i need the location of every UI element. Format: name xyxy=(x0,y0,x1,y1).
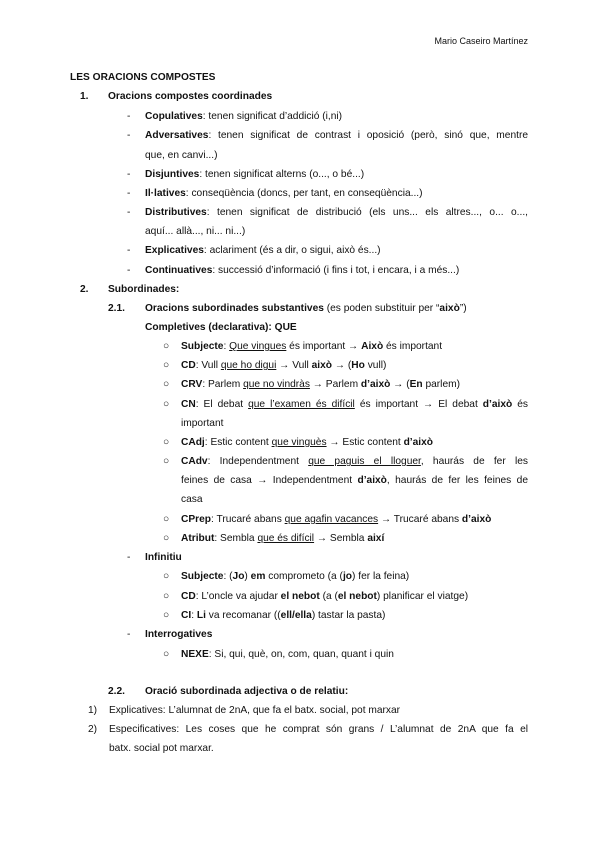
section-1-heading: Oracions compostes coordinades xyxy=(108,91,273,102)
completive-subjecte: Subjecte: Que vingues és important → Això és important xyxy=(181,341,443,352)
dash-bullet: - xyxy=(127,130,131,141)
list-item-explicatives: Explicatives: aclariment (és a dir, o sigui, això és...) xyxy=(145,245,381,256)
circle-bullet: ○ xyxy=(163,514,170,525)
relative-item-explicatives: Explicatives: L’alumnat de 2nA, que fa el batx. social, pot marxar xyxy=(109,705,401,716)
dash-bullet: - xyxy=(127,245,131,256)
completive-cn-cont: important xyxy=(181,418,224,429)
relative-item-number: 1) xyxy=(88,705,98,716)
relative-item-especificatives-cont: batx. social pot marxar. xyxy=(109,743,214,754)
subsection-2-2-heading: Oració subordinada adjectiva o de relatiu: xyxy=(145,686,349,697)
subsection-2-1-number: 2.1. xyxy=(108,303,125,314)
list-item-distributives-cont: aquí... allà..., ni... ni...) xyxy=(145,226,246,237)
completive-atribut: Atribut: Sembla que és difícil → Sembla així xyxy=(181,533,385,544)
subsection-2-1-heading: Oracions subordinades substantives (es poden substituir per “això”) xyxy=(145,303,467,314)
header-author: Mario Caseiro Martínez xyxy=(434,36,528,46)
infinitiu-cd: CD: L’oncle va ajudar el nebot (a (el nebot) planificar el viatge) xyxy=(181,591,469,602)
circle-bullet: ○ xyxy=(163,591,170,602)
circle-bullet: ○ xyxy=(163,399,170,410)
circle-bullet: ○ xyxy=(163,360,170,371)
dash-bullet: - xyxy=(127,552,131,563)
circle-bullet: ○ xyxy=(163,571,170,582)
subsection-2-2-number: 2.2. xyxy=(108,686,125,697)
interrogatives-nexe: NEXE: Si, qui, què, on, com, quan, quant i quin xyxy=(181,649,394,660)
completive-crv: CRV: Parlem que no vindràs → Parlem d’això → (En parlem) xyxy=(181,379,460,390)
relative-item-especificatives: Especificatives: Les coses que he comprat són grans / L’alumnat de 2nA que fa el xyxy=(109,724,528,735)
relative-item-number: 2) xyxy=(88,724,98,735)
circle-bullet: ○ xyxy=(163,341,170,352)
completives-heading: Completives (declarativa): QUE xyxy=(145,322,297,333)
dash-bullet: - xyxy=(127,111,131,122)
list-item-illatives: Il·latives: conseqüència (doncs, per tant, en conseqüència...) xyxy=(145,188,423,199)
completive-cadv-cont2: casa xyxy=(181,494,203,505)
document-title: LES ORACIONS COMPOSTES xyxy=(70,72,216,83)
circle-bullet: ○ xyxy=(163,437,170,448)
list-item-disjuntives: Disjuntives: tenen significat alterns (o..., o bé...) xyxy=(145,169,365,180)
dash-bullet: - xyxy=(127,188,131,199)
circle-bullet: ○ xyxy=(163,456,170,467)
list-item-distributives: Distributives: tenen significat de distribució (els uns... els altres..., o... o..., xyxy=(145,207,528,218)
infinitiu-subjecte: Subjecte: (Jo) em comprometo (a (jo) fer la feina) xyxy=(181,571,410,582)
dash-bullet: - xyxy=(127,265,131,276)
list-item-copulatives: Copulatives: tenen significat d’addició (i,ni) xyxy=(145,111,343,122)
circle-bullet: ○ xyxy=(163,649,170,660)
completive-cn: CN: El debat que l’examen és difícil és important → El debat d’això és xyxy=(181,399,528,410)
section-2-number: 2. xyxy=(80,284,89,295)
completive-cprep: CPrep: Trucaré abans que agafin vacances → Trucaré abans d’això xyxy=(181,514,492,525)
list-item-adversatives-cont: que, en canvi...) xyxy=(145,150,218,161)
completive-cadj: CAdj: Estic content que vinguès → Estic content d’això xyxy=(181,437,434,448)
infinitiu-heading: Infinitiu xyxy=(145,552,182,563)
list-item-adversatives: Adversatives: tenen significat de contrast i oposició (però, sinó que, mentre xyxy=(145,130,528,141)
section-2-heading: Subordinades: xyxy=(108,284,180,295)
completive-cadv: CAdv: Independentment que paguis el lloguer, haurás de fer les xyxy=(181,456,528,467)
dash-bullet: - xyxy=(127,629,131,640)
interrogatives-heading: Interrogatives xyxy=(145,629,213,640)
circle-bullet: ○ xyxy=(163,533,170,544)
circle-bullet: ○ xyxy=(163,610,170,621)
infinitiu-ci: CI: Li va recomanar ((ell/ella) tastar la pasta) xyxy=(181,610,386,621)
completive-cadv-cont: feines de casa → Independentment d’això, haurás de fer les feines de xyxy=(181,475,528,486)
completive-cd: CD: Vull que ho digui → Vull això → (Ho vull) xyxy=(181,360,387,371)
list-item-continuatives: Continuatives: successió d’informació (i fins i tot, i encara, i a més...) xyxy=(145,265,460,276)
circle-bullet: ○ xyxy=(163,379,170,390)
section-1-number: 1. xyxy=(80,91,89,102)
dash-bullet: - xyxy=(127,207,131,218)
dash-bullet: - xyxy=(127,169,131,180)
